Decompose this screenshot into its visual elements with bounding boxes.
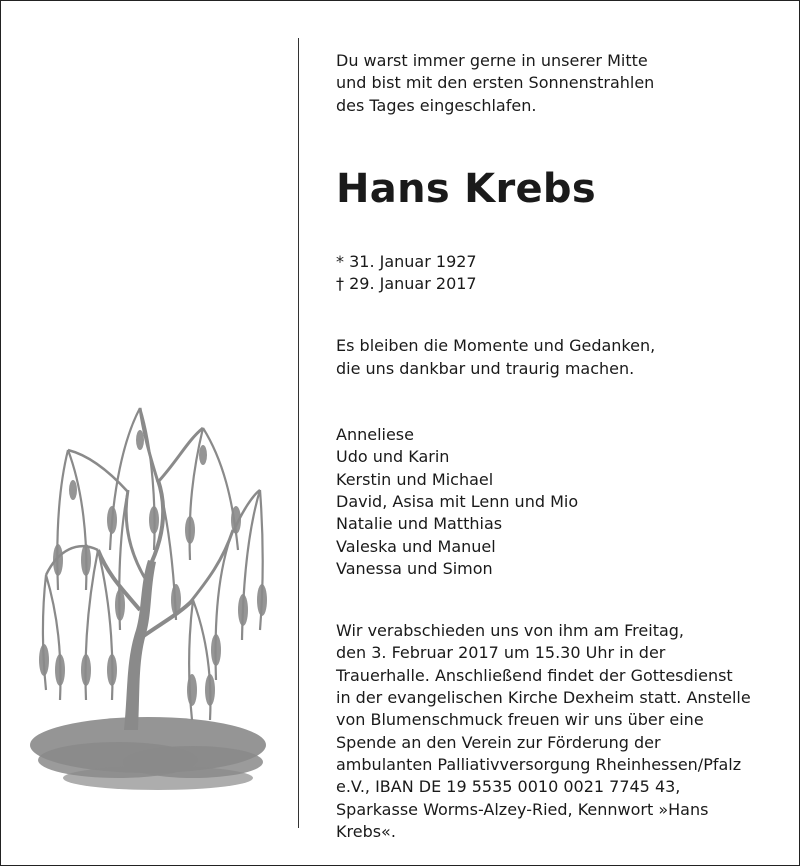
notice-line: Krebs«.: [336, 821, 396, 841]
mourner-entry: Vanessa und Simon: [336, 558, 493, 578]
mourner-entry: Kerstin und Michael: [336, 469, 494, 489]
quote-line: die uns dankbar und traurig machen.: [336, 358, 635, 378]
poem-line: des Tages eingeschlafen.: [336, 95, 537, 115]
notice-line: ambulanten Palliativversorgung Rheinhessen/Pfalz: [336, 754, 742, 774]
notice-line: den 3. Februar 2017 um 15.30 Uhr in der: [336, 643, 666, 663]
notice-content: [336, 50, 786, 843]
funeral-notice: [336, 620, 786, 843]
weeping-willow-icon: [28, 400, 278, 820]
poem-line: und bist mit den ersten Sonnenstrahlen: [336, 73, 655, 93]
birth-date: * 31. Januar 1927: [336, 251, 477, 271]
notice-line: von Blumenschmuck freuen wir uns über eine: [336, 710, 704, 730]
memorial-quote: [336, 335, 786, 380]
deceased-name: Hans Krebs: [336, 165, 596, 212]
poem-line: Du warst immer gerne in unserer Mitte: [336, 51, 648, 70]
notice-line: Trauerhalle. Anschließend findet der Gottesdienst: [336, 665, 733, 685]
notice-line: in der evangelischen Kirche Dexheim statt. Anstelle: [336, 688, 751, 708]
notice-line: Sparkasse Worms-Alzey-Ried, Kennwort »Hans: [336, 799, 709, 819]
mourner-entry: David, Asisa mit Lenn und Mio: [336, 491, 579, 511]
notice-line: Wir verabschieden uns von ihm am Freitag,: [336, 621, 685, 641]
mourner-entry: Anneliese: [336, 425, 414, 445]
quote-line: Es bleiben die Momente und Gedanken,: [336, 336, 656, 356]
mourner-entry: Valeska und Manuel: [336, 536, 496, 556]
death-date: † 29. Januar 2017: [336, 274, 477, 294]
mourners-list: [336, 424, 786, 580]
vertical-divider: [298, 38, 299, 828]
mourner-entry: Udo und Karin: [336, 447, 450, 467]
poem: [336, 50, 786, 117]
notice-line: e.V., IBAN DE 19 5535 0010 0021 7745 43,: [336, 777, 681, 797]
notice-line: Spende an den Verein zur Förderung der: [336, 732, 661, 752]
mourner-entry: Natalie und Matthias: [336, 514, 503, 534]
life-dates: [336, 251, 786, 296]
